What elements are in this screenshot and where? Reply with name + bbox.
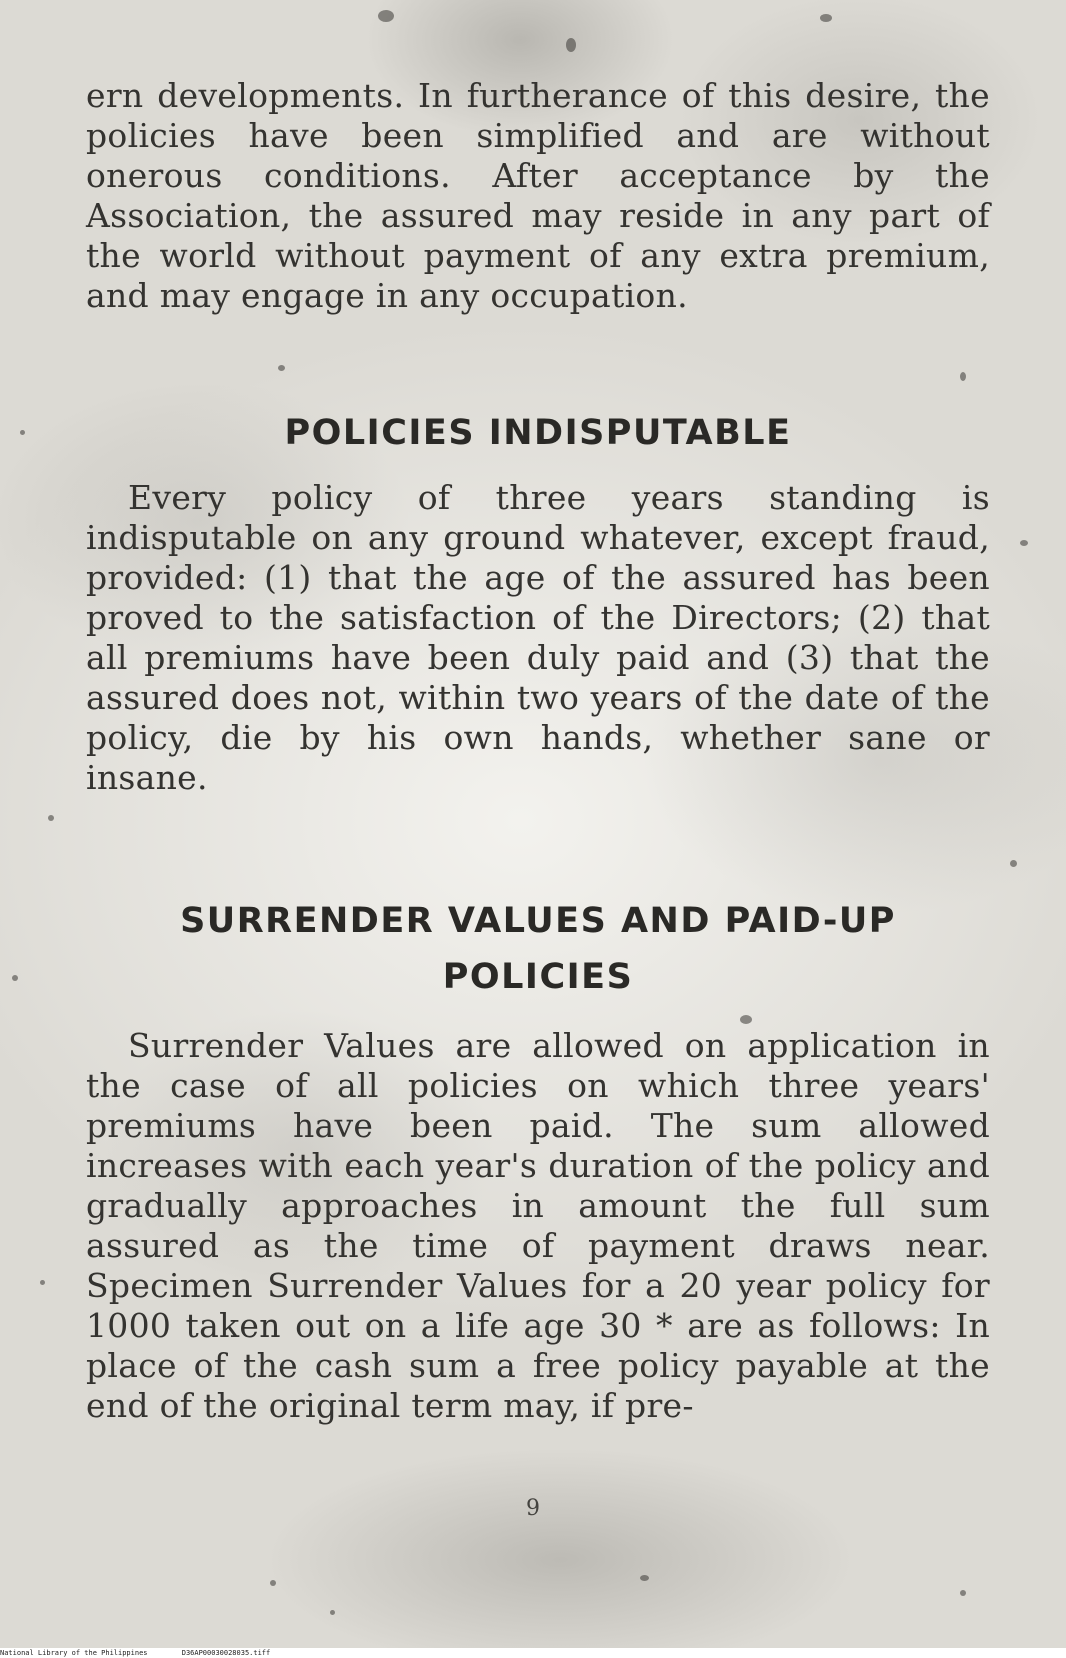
surrender-paragraph: Surrender Values are allowed on application in the case of all policies on which three years' premiums have been paid. The sum allowed increases with each year's duration of the policy and gradually approaches in amount the full sum assured as the time of payment draws near. Specimen Surrender Values for a 20 year policy for 1000 taken out on a life age 30 * are as follows: In place of the cash sum a free policy payable at the end of the original term may, if pre- — [86, 1026, 990, 1425]
footer-file-name: D36AP00030028035.tiff — [181, 1649, 271, 1657]
scan-footer — [0, 1648, 1066, 1658]
ink-speck — [48, 815, 54, 821]
heading-surrender-values-line1: SURRENDER VALUES AND PAID-UP — [180, 901, 896, 941]
ink-speck — [740, 1015, 752, 1024]
ink-speck — [640, 1575, 649, 1581]
heading-surrender-values-line2: POLICIES — [442, 957, 634, 997]
ink-speck — [960, 372, 966, 381]
ink-speck — [1010, 860, 1017, 867]
ink-speck — [278, 365, 285, 371]
ink-speck — [378, 10, 394, 22]
ink-speck — [820, 14, 832, 22]
ink-speck — [960, 1590, 966, 1596]
indisputable-paragraph: Every policy of three years standing is indisputable on any ground whatever, except fraud, provided: (1) that the age of the assured has been proved to the satisfaction of the Directors; (2) that all premiums have been duly paid and (3) that the assured does not, within two years of the date of the policy, die by his own hands, whether sane or insane. — [86, 478, 990, 797]
ink-speck — [40, 1280, 45, 1285]
intro-paragraph: ern developments. In furtherance of this desire, the policies have been simplified and are without onerous conditions. After acceptance by the Association, the assured may reside in any part of the world without payment of any extra premium, and may engage in any occupation. — [86, 76, 990, 315]
page-number: 9 — [526, 1496, 540, 1521]
footer-library-name: National Library of the Philippines — [0, 1649, 148, 1657]
ink-speck — [330, 1610, 335, 1615]
ink-speck — [566, 38, 576, 52]
ink-speck — [12, 975, 18, 981]
heading-policies-indisputable: POLICIES INDISPUTABLE — [284, 413, 792, 453]
ink-speck — [1020, 540, 1028, 546]
ink-speck — [270, 1580, 276, 1586]
ink-speck — [20, 430, 25, 435]
